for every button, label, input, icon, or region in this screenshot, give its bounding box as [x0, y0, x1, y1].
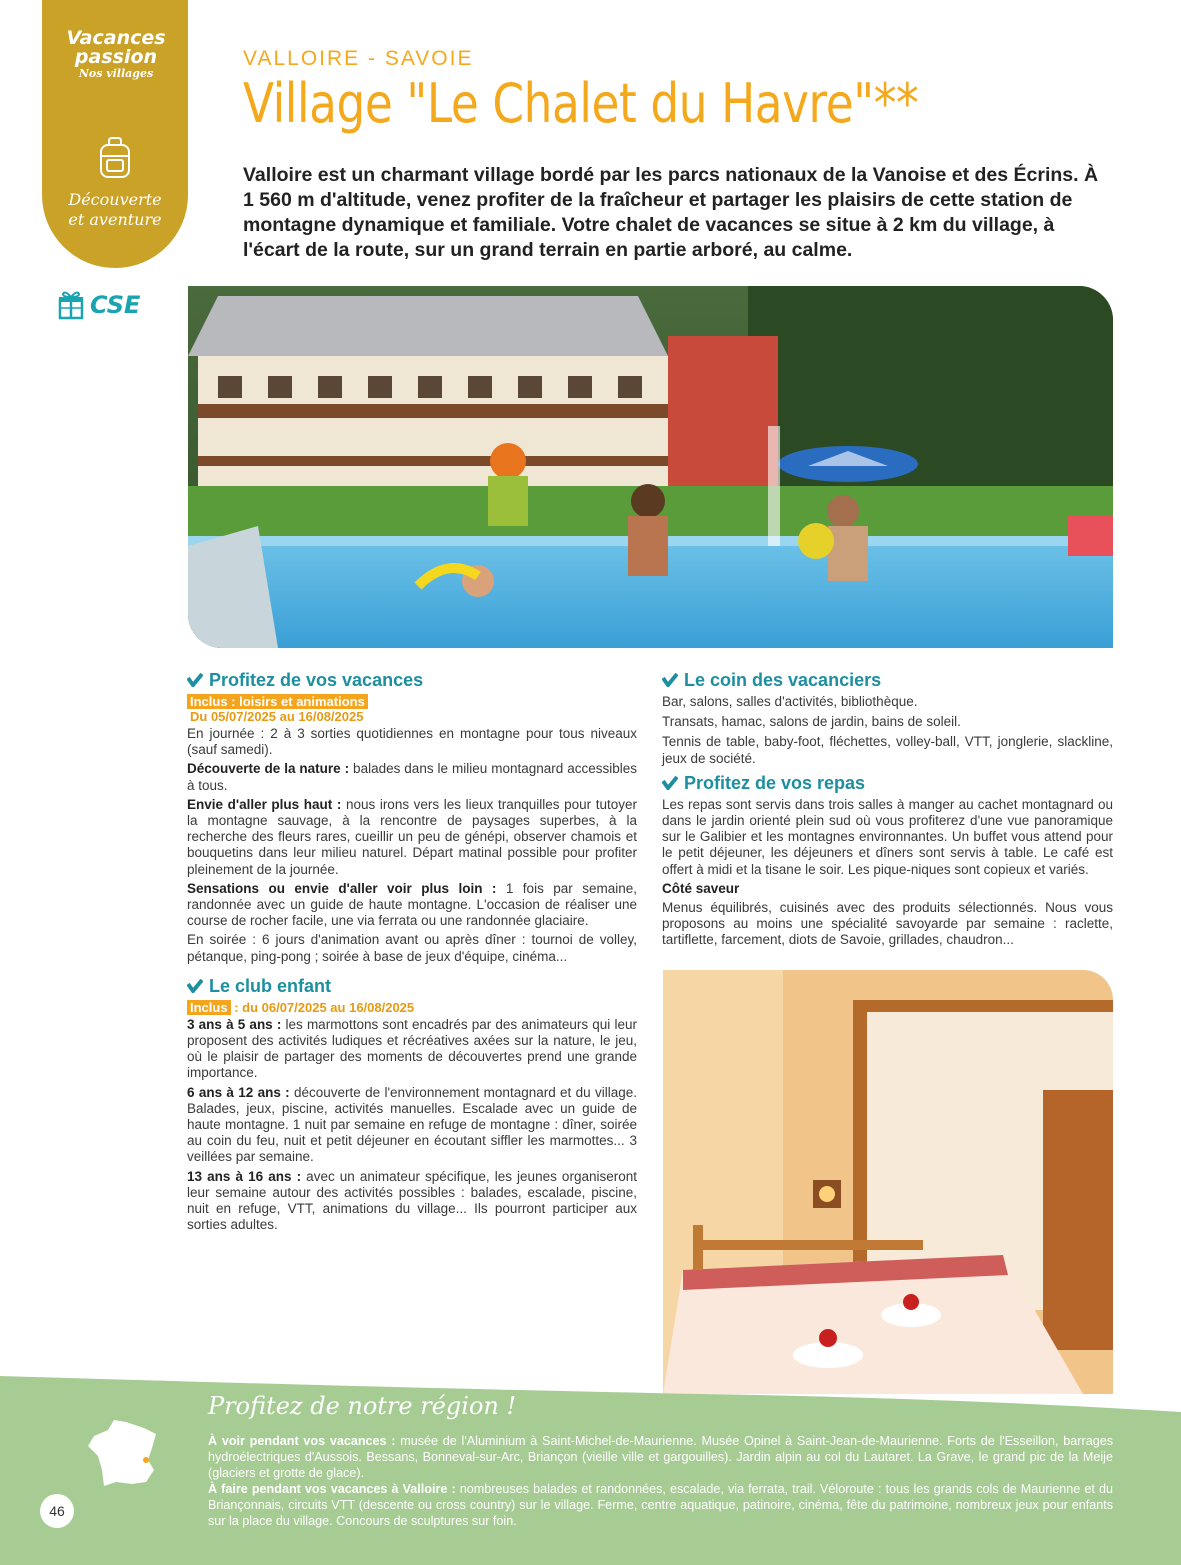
check-icon	[187, 979, 203, 993]
region-label: VALLOIRE - SAVOIE	[243, 47, 474, 70]
club-included	[187, 1000, 637, 1015]
vacances-dates: Du 05/07/2025 au 16/08/2025	[190, 709, 364, 724]
included-badge: Inclus : loisirs et animations	[187, 694, 368, 709]
cse-badge	[58, 290, 140, 320]
gift-icon	[58, 290, 84, 320]
section-repas-title: Profitez de vos repas	[684, 772, 866, 793]
france-map-icon	[86, 1414, 162, 1490]
vacances-p3	[187, 797, 637, 878]
club-p1-lead: 3 ans à 5 ans :	[187, 1016, 282, 1032]
vacances-included	[187, 694, 637, 709]
vacances-p3-text: nous irons vers les lieux tranquilles pour tutoyer la montagne sauvage, à la rencontre de paysages superbes, à la recherche des fleurs rares, cueillir un peu de génépi, observer chamois et bouquetins dans leur milieu naturel. Départ matinal possible pour profiter pleinement de la journée.	[187, 796, 637, 877]
backpack-icon	[95, 136, 135, 180]
club-p3-text: avec un animateur spécifique, les jeunes organiseront leur semaine autour des activités possibles : balades, escalade, piscine, nuit en refuge, VTT, animations du village... Ils pourront participer aux sorties adultes.	[187, 1168, 637, 1233]
intro-paragraph: Valloire est un charmant village bordé par les parcs nationaux de la Vanoise et des Écrins. À 1 560 m d'altitude, venez profiter de la fraîcheur et partager les plaisirs de cette station de montagne dynamique et familiale. Votre chalet de vacances se situe à 2 km du village, à l'écart de la route, sur un grand terrain en partie arboré, au calme.	[243, 164, 1099, 261]
club-included-badge: Inclus	[187, 1000, 231, 1015]
brand-logo-line3: Nos villages	[78, 67, 154, 80]
region-band-p1-text: musée de l'Aluminium à Saint-Michel-de-Maurienne. Musée Opinel à Saint-Jean-de-Maurienne. Forts de l'Esseillon, barrages hydroélectriques d'Aussois. Bessans, Bonneval-sur-Arc, Briançon (vieille ville et gargouilles). Jardin alpin au col du Lautaret. La Grave, le grand pic de la Meije (glaciers et grotte de glace).	[208, 1434, 1114, 1480]
section-repas-heading	[662, 771, 1113, 795]
section-coin-title: Le coin des vacanciers	[684, 670, 882, 690]
theme-line1: Découverte	[68, 190, 162, 209]
region-band-p1-lead: À voir pendant vos vacances :	[208, 1434, 396, 1448]
club-p2	[187, 1085, 637, 1166]
coin-p1: Bar, salons, salles d'activités, bibliothèque.	[662, 694, 918, 709]
section-coin-heading	[662, 668, 1113, 692]
vacances-p4-text: 1 fois par semaine, randonnée avec un guide de haute montagne. L'occasion de réaliser une course de rocher facile, une via ferrata ou une randonnée glaciaire.	[187, 880, 637, 929]
theme-line2: et aventure	[68, 210, 162, 229]
check-icon	[187, 673, 203, 687]
brand-logo	[56, 28, 176, 108]
club-p2-text: découverte de l'environnement montagnard et du village. Balades, jeux, piscine, activités manuelles. Escalade avec un guide de haute montagne. 1 nuit par semaine en refuge de montagne : dîner, soirée au coin du feu, nuit et petit déjeuner en écoutant siffler les marmottes... 3 veillées par semaine.	[187, 1084, 638, 1165]
vacances-p4	[187, 881, 637, 930]
check-icon	[662, 776, 678, 790]
vacances-p4-lead: Sensations ou envie d'aller voir plus loin :	[187, 880, 497, 896]
section-club-heading	[187, 974, 637, 998]
repas-p1: Les repas sont servis dans trois salles à manger au cachet montagnard ou dans le jardin orienté plein sud où vous profiterez d'une vue panoramique sur le Galibier et les montagnes environnantes. Un buffet vous attend pour le petit déjeuner, les déjeuners et dîners sont servis à table. Le café est offert à midi et la tisane le soir. Les pique-niques sont copieux et variés.	[662, 796, 1113, 877]
club-p1-text: les marmottons sont encadrés par des animateurs qui leur proposent des activités ludiques et récréatives axées sur la nature, le jeu, où le plaisir de partager des moments de découvertes prend une grande importance.	[187, 1016, 637, 1081]
check-icon	[662, 673, 678, 687]
vacances-p2-text: balades dans le milieu montagnard accessibles à tous.	[187, 761, 637, 793]
coin-p2: Transats, hamac, salons de jardin, bains de soleil.	[662, 714, 961, 730]
repas-p2: Menus équilibrés, cuisinés avec des produits sélectionnés. Nous vous proposons au moins une spécialité savoyarde par semaine : raclette, tartiflette, farcement, diots de Savoie, grillades, chaudron...	[662, 900, 1113, 948]
page-title: Village "Le Chalet du Havre"**	[243, 72, 919, 135]
region-band-p2-text: nombreuses balades et randonnées, escalade, via ferrata, trail. Véloroute : tous les grands cols de Maurienne et du Briançonnais, circuits VTT (descente ou cross country) sur le village. Ferme, centre aquatique, patinoire, cinéma, fête du patrimoine, nombreux jeux pour enfants sur la place du village. Concours de sculptures sur foin.	[208, 1482, 1113, 1528]
section-vacances-heading	[187, 668, 637, 692]
vacances-p2	[187, 761, 637, 793]
cse-label: CSE	[90, 291, 141, 319]
vacances-p3-lead: Envie d'aller plus haut :	[187, 796, 342, 812]
coin-p3: Tennis de table, baby-foot, fléchettes, volley-ball, VTT, jonglerie, slackline, jeux de société.	[662, 734, 1113, 766]
club-p3	[187, 1169, 637, 1234]
repas-subheading: Côté saveur	[662, 880, 740, 896]
region-band-p1	[208, 1433, 1113, 1481]
region-band-p2	[208, 1481, 1113, 1529]
pool-photo	[188, 286, 1113, 648]
club-p3-lead: 13 ans à 16 ans :	[187, 1168, 302, 1184]
vacances-p5: En soirée : 6 jours d'animation avant ou après dîner : tournoi de volley, pétanque, ping-pong ; soirée à base de jeux d'équipe, cinéma...	[187, 932, 637, 964]
club-dates: : du 06/07/2025 au 16/08/2025	[230, 999, 415, 1015]
section-club-title: Le club enfant	[209, 975, 332, 996]
brand-logo-line2: passion	[74, 46, 158, 68]
brand-logo-line1: Vacances	[66, 27, 166, 49]
vacances-p1: En journée : 2 à 3 sorties quotidiennes en montagne pour tous niveaux (sauf samedi).	[187, 726, 637, 758]
region-band-text	[208, 1433, 1113, 1529]
left-column	[187, 668, 637, 1236]
page-number: 46	[40, 1494, 74, 1528]
room-photo	[663, 970, 1113, 1394]
club-p1	[187, 1017, 637, 1082]
brand-tab	[42, 0, 188, 268]
club-p2-lead: 6 ans à 12 ans :	[187, 1084, 290, 1100]
right-column	[662, 668, 1113, 952]
theme-label	[42, 190, 188, 230]
section-vacances-title: Profitez de vos vacances	[209, 670, 424, 690]
vacances-p2-lead: Découverte de la nature :	[187, 761, 350, 777]
region-band-title: Profitez de notre région !	[208, 1392, 517, 1420]
region-band-p2-lead: À faire pendant vos vacances à Valloire :	[208, 1482, 456, 1496]
